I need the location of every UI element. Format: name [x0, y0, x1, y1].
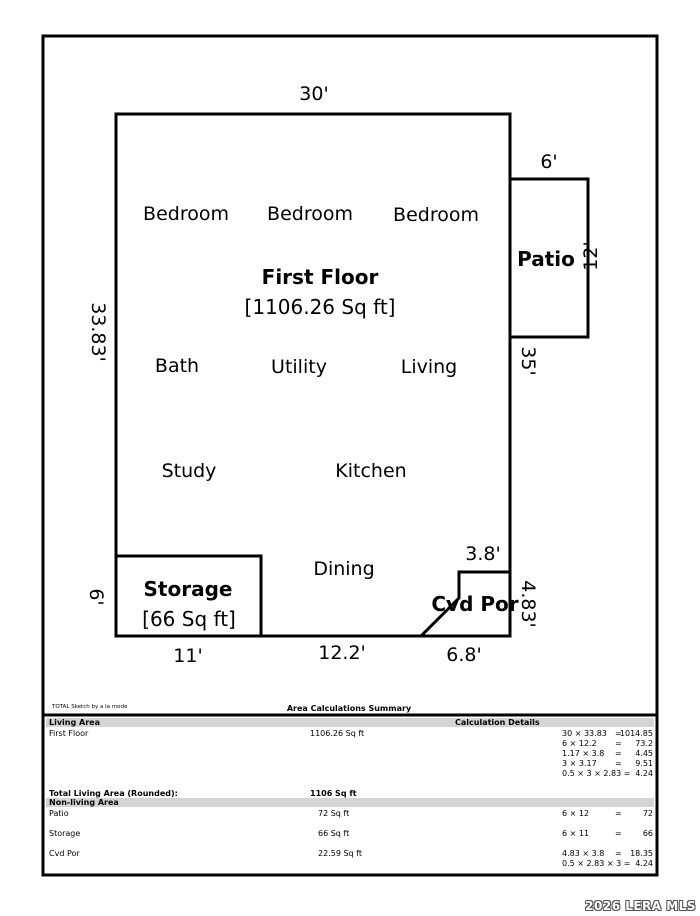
storage-row-area: 66 Sq ft	[318, 829, 350, 838]
first-floor-title: First Floor	[261, 265, 379, 289]
calc-eq: =	[615, 729, 622, 738]
calc-expr: 30 × 33.83	[562, 729, 607, 738]
sketch-credit: TOTAL Sketch by a la mode	[52, 704, 128, 710]
calc-expr: 0.5 × 3 × 2.83 =	[562, 769, 631, 778]
room-bedroom-3: Bedroom	[393, 204, 479, 226]
calc-value: 18.35	[630, 849, 653, 858]
room-dining: Dining	[313, 558, 375, 580]
dim-left: 33.83'	[87, 302, 109, 362]
calc-eq: =	[615, 829, 622, 838]
dim-storage-side: 6'	[85, 588, 107, 606]
dim-patio-side: 12'	[580, 241, 602, 271]
calc-expr: 4.83 × 3.8	[562, 849, 605, 858]
calc-value: 4.24	[635, 859, 653, 868]
area-summary-title: Area Calculations Summary	[286, 704, 412, 713]
calc-expr: 6 × 12	[562, 809, 590, 818]
calc-value: 72	[642, 809, 653, 818]
dim-bottom-mid: 12.2'	[318, 642, 366, 664]
calc-eq: =	[615, 739, 622, 748]
calc-value: 4.24	[635, 769, 653, 778]
dim-cvd-side: 4.83'	[517, 580, 539, 628]
room-bath: Bath	[154, 355, 200, 377]
dim-patio-top: 6'	[540, 151, 558, 173]
living-area-header: Living Area	[49, 718, 100, 727]
room-utility: Utility	[271, 356, 327, 378]
nonliving-header-bar	[46, 798, 654, 807]
cvd-por-row-label: Cvd Por	[49, 849, 80, 858]
calc-expr: 1.17 × 3.8	[562, 749, 605, 758]
total-living-label: Total Living Area (Rounded):	[49, 789, 178, 798]
calc-eq: =	[615, 749, 622, 758]
storage-area: [66 Sq ft]	[142, 607, 236, 631]
total-living-value: 1106 Sq ft	[310, 789, 357, 798]
room-bedroom-1: Bedroom	[143, 203, 229, 225]
calc-expr: 6 × 11	[562, 829, 590, 838]
calc-eq: =	[615, 849, 622, 858]
room-kitchen: Kitchen	[335, 460, 407, 482]
dim-cvd-top: 3.8'	[465, 543, 501, 565]
storage-title: Storage	[143, 577, 233, 601]
calc-value: 1014.85	[619, 729, 653, 738]
dim-right: 35'	[517, 346, 539, 376]
calc-expr: 0.5 × 2.83 × 3 =	[562, 859, 631, 868]
calc-value: 9.51	[635, 759, 653, 768]
calc-eq: =	[615, 809, 622, 818]
room-bedroom-2: Bedroom	[267, 203, 353, 225]
dim-cvd-bottom: 6.8'	[446, 644, 482, 666]
room-study: Study	[161, 460, 217, 482]
dim-storage-bottom: 11'	[173, 645, 203, 667]
calc-expr: 3 × 3.17	[562, 759, 597, 768]
calc-value: 66	[642, 829, 653, 838]
calc-eq: =	[615, 759, 622, 768]
calc-details-header: Calculation Details	[455, 718, 540, 727]
patio-title: Patio	[517, 247, 575, 271]
cvd-por-row-area: 22.59 Sq ft	[318, 849, 362, 858]
nonliving-header: Non-living Area	[49, 798, 119, 807]
patio-row-label: Patio	[49, 809, 69, 818]
storage-row-label: Storage	[49, 829, 81, 838]
calc-value: 4.45	[635, 749, 653, 758]
watermark: 2026 LERA MLS	[585, 899, 696, 913]
first-floor-area: [1106.26 Sq ft]	[244, 295, 396, 319]
room-living: Living	[400, 356, 458, 378]
dim-top: 30'	[299, 83, 329, 105]
calc-value: 73.2	[635, 739, 653, 748]
patio-row-area: 72 Sq ft	[318, 809, 350, 818]
first-floor-calc-list	[562, 729, 653, 778]
living-area-header-bar	[46, 718, 654, 727]
first-floor-row-label: First Floor	[49, 729, 89, 738]
cvd-por-title: Cvd Por	[431, 592, 519, 616]
calc-expr: 6 × 12.2	[562, 739, 597, 748]
first-floor-row-area: 1106.26 Sq ft	[310, 729, 365, 738]
